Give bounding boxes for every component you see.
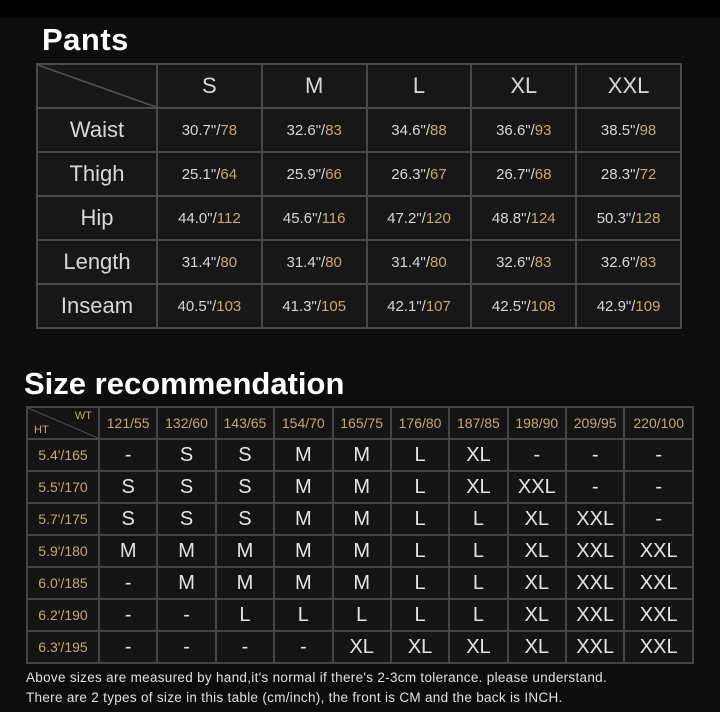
- recommended-size: -: [99, 439, 157, 471]
- weight-header: 176/80: [391, 407, 449, 439]
- value-inch: 31.4": [286, 253, 322, 271]
- recommended-size: L: [216, 599, 274, 631]
- recommended-size: L: [449, 599, 507, 631]
- measure-value: [262, 152, 367, 196]
- recommended-size: -: [274, 631, 332, 663]
- pants-row: [37, 196, 681, 240]
- recommended-size: XL: [508, 535, 566, 567]
- measure-value: [367, 284, 472, 328]
- recommended-size: M: [99, 535, 157, 567]
- size-header: L: [367, 64, 472, 108]
- weight-header-row: [27, 407, 693, 439]
- recommended-size: XXL: [566, 567, 624, 599]
- value-inch: 36.6": [496, 121, 531, 139]
- pants-row: [37, 108, 681, 152]
- recommended-size: XXL: [566, 631, 624, 663]
- value-cm: 98: [639, 121, 657, 139]
- value-cm: 112: [216, 209, 241, 227]
- measure-value: [576, 152, 681, 196]
- recommended-size: -: [624, 471, 693, 503]
- value-cm: 80: [220, 253, 238, 271]
- value-cm: 66: [325, 165, 342, 183]
- recommended-size: L: [391, 599, 449, 631]
- recommended-size: L: [391, 503, 449, 535]
- rec-corner-cell: [27, 407, 99, 439]
- value-separator: /: [635, 165, 640, 183]
- height-label: 5.7'/175: [27, 503, 99, 535]
- recommended-size: L: [449, 503, 507, 535]
- size-header: XL: [471, 64, 576, 108]
- recommended-size: XL: [449, 471, 507, 503]
- value-inch: 50.3": [596, 209, 632, 227]
- recommended-size: XL: [508, 599, 566, 631]
- size-recommendation-title: Size recommendation: [24, 366, 345, 401]
- recommended-size: M: [333, 503, 391, 535]
- weight-header: 220/100: [624, 407, 693, 439]
- value-separator: /: [321, 253, 326, 271]
- value-separator: /: [316, 297, 322, 315]
- pants-row: [37, 240, 681, 284]
- measure-value: [576, 284, 681, 328]
- recommended-size: M: [333, 567, 391, 599]
- value-separator: /: [631, 297, 636, 315]
- value-cm: 103: [216, 297, 242, 315]
- height-row: [27, 503, 693, 535]
- value-inch: 25.1": [181, 165, 217, 183]
- value-inch: 25.9": [286, 165, 322, 183]
- value-inch: 38.5": [600, 121, 636, 139]
- pants-row: [37, 152, 681, 196]
- recommended-size: M: [333, 439, 391, 471]
- value-separator: /: [216, 253, 221, 271]
- height-label: 5.4'/165: [27, 439, 99, 471]
- recommended-size: S: [157, 503, 215, 535]
- value-separator: /: [317, 209, 322, 227]
- height-axis-label: HT: [34, 424, 49, 436]
- value-cm: 88: [430, 121, 447, 139]
- height-label: 6.2'/190: [27, 599, 99, 631]
- recommended-size: M: [274, 503, 332, 535]
- measure-value: [157, 196, 262, 240]
- recommended-size: L: [391, 567, 449, 599]
- recommended-size: XXL: [624, 567, 693, 599]
- height-row: [27, 471, 693, 503]
- recommended-size: XXL: [566, 535, 624, 567]
- value-separator: /: [425, 165, 430, 183]
- value-separator: /: [216, 121, 221, 139]
- notes: [26, 668, 607, 708]
- recommended-size: L: [333, 599, 391, 631]
- recommended-size: M: [274, 471, 332, 503]
- value-inch: 45.6": [282, 209, 318, 227]
- height-label: 5.5'/170: [27, 471, 99, 503]
- recommended-size: S: [157, 471, 215, 503]
- value-separator: /: [526, 209, 531, 227]
- recommended-size: -: [157, 599, 215, 631]
- recommended-size: L: [391, 535, 449, 567]
- height-row: [27, 631, 693, 663]
- recommended-size: XL: [508, 503, 566, 535]
- recommended-size: S: [216, 439, 274, 471]
- value-cm: 105: [321, 297, 347, 315]
- measure-value: [262, 108, 367, 152]
- recommended-size: L: [449, 567, 507, 599]
- height-label: 5.9'/180: [27, 535, 99, 567]
- recommended-size: M: [333, 471, 391, 503]
- measure-value: [576, 108, 681, 152]
- recommended-size: -: [99, 599, 157, 631]
- value-separator: /: [212, 209, 217, 227]
- recommended-size: -: [157, 631, 215, 663]
- measure-value: [471, 196, 576, 240]
- value-cm: 116: [321, 209, 346, 227]
- measure-value: [367, 240, 472, 284]
- top-bar: [0, 0, 720, 18]
- value-inch: 31.4": [391, 253, 426, 271]
- recommended-size: XL: [333, 631, 391, 663]
- measure-value: [471, 108, 576, 152]
- measure-value: [367, 196, 472, 240]
- height-label: 6.3'/195: [27, 631, 99, 663]
- value-cm: 83: [639, 253, 657, 271]
- value-separator: /: [635, 253, 640, 271]
- recommended-size: XXL: [508, 471, 566, 503]
- recommended-size: -: [624, 439, 693, 471]
- recommended-size: M: [157, 535, 215, 567]
- recommended-size: L: [274, 599, 332, 631]
- note-line: Above sizes are measured by hand,it's normal if there's 2-3cm tolerance. please understand.: [26, 670, 607, 685]
- value-inch: 32.6": [286, 121, 322, 139]
- weight-header: 154/70: [274, 407, 332, 439]
- value-separator: /: [526, 297, 531, 315]
- weight-header: 121/55: [99, 407, 157, 439]
- measure-value: [576, 240, 681, 284]
- value-cm: 80: [325, 253, 342, 271]
- recommended-size: L: [391, 439, 449, 471]
- value-cm: 109: [635, 297, 661, 315]
- value-inch: 47.2": [387, 209, 422, 227]
- pants-header-row: [37, 64, 681, 108]
- recommended-size: -: [216, 631, 274, 663]
- size-header: S: [157, 64, 262, 108]
- value-separator: /: [635, 121, 640, 139]
- pants-row: [37, 284, 681, 328]
- value-inch: 40.5": [177, 297, 213, 315]
- value-separator: /: [631, 209, 636, 227]
- weight-header: 165/75: [333, 407, 391, 439]
- recommended-size: S: [99, 503, 157, 535]
- size-recommendation-table: [26, 406, 694, 664]
- weight-header: 209/95: [566, 407, 624, 439]
- recommended-size: XXL: [624, 599, 693, 631]
- recommended-size: M: [216, 567, 274, 599]
- size-header: M: [262, 64, 367, 108]
- measure-value: [471, 152, 576, 196]
- value-separator: /: [530, 253, 535, 271]
- recommended-size: -: [99, 631, 157, 663]
- recommended-size: -: [508, 439, 566, 471]
- measure-value: [262, 240, 367, 284]
- recommended-size: M: [157, 567, 215, 599]
- recommended-size: XL: [508, 631, 566, 663]
- value-cm: 78: [220, 121, 238, 139]
- height-row: [27, 535, 693, 567]
- measure-value: [471, 284, 576, 328]
- value-inch: 26.3": [391, 165, 426, 183]
- recommended-size: XXL: [624, 631, 693, 663]
- recommended-size: M: [274, 567, 332, 599]
- value-cm: 64: [220, 165, 238, 183]
- value-cm: 80: [430, 253, 447, 271]
- weight-header: 143/65: [216, 407, 274, 439]
- recommended-size: XL: [508, 567, 566, 599]
- pants-title: Pants: [42, 22, 129, 57]
- weight-header: 132/60: [157, 407, 215, 439]
- value-cm: 72: [639, 165, 657, 183]
- measure-value: [157, 108, 262, 152]
- pants-size-table: [36, 63, 682, 329]
- value-separator: /: [421, 297, 426, 315]
- value-cm: 108: [530, 297, 556, 315]
- value-inch: 30.7": [181, 121, 217, 139]
- recommended-size: S: [157, 439, 215, 471]
- value-separator: /: [530, 165, 535, 183]
- value-separator: /: [321, 121, 326, 139]
- value-inch: 28.3": [600, 165, 636, 183]
- recommended-size: S: [99, 471, 157, 503]
- height-label: 6.0'/185: [27, 567, 99, 599]
- value-cm: 67: [430, 165, 447, 183]
- value-separator: /: [425, 253, 430, 271]
- weight-header: 187/85: [449, 407, 507, 439]
- measure-value: [262, 196, 367, 240]
- recommended-size: XXL: [624, 535, 693, 567]
- value-cm: 128: [635, 209, 661, 227]
- recommended-size: XXL: [566, 503, 624, 535]
- value-inch: 42.9": [596, 297, 632, 315]
- measure-value: [157, 240, 262, 284]
- weight-axis-label: WT: [74, 410, 92, 422]
- measure-value: [367, 152, 472, 196]
- recommended-size: M: [216, 535, 274, 567]
- value-inch: 32.6": [496, 253, 531, 271]
- measure-label: Length: [37, 240, 157, 284]
- recommended-size: -: [624, 503, 693, 535]
- value-cm: 83: [534, 253, 552, 271]
- recommended-size: L: [449, 535, 507, 567]
- measure-value: [262, 284, 367, 328]
- pants-corner-cell: [37, 64, 157, 108]
- measure-value: [367, 108, 472, 152]
- value-inch: 41.3": [282, 297, 317, 315]
- recommended-size: M: [274, 535, 332, 567]
- recommended-size: XXL: [566, 599, 624, 631]
- value-separator: /: [216, 165, 221, 183]
- value-cm: 120: [425, 209, 451, 227]
- recommended-size: XL: [391, 631, 449, 663]
- recommended-size: M: [274, 439, 332, 471]
- size-header: XXL: [576, 64, 681, 108]
- value-inch: 42.1": [387, 297, 422, 315]
- value-inch: 42.5": [491, 297, 527, 315]
- value-inch: 32.6": [600, 253, 636, 271]
- recommended-size: XL: [449, 439, 507, 471]
- value-cm: 83: [325, 121, 342, 139]
- measure-value: [157, 284, 262, 328]
- value-separator: /: [530, 121, 535, 139]
- height-row: [27, 439, 693, 471]
- value-cm: 93: [534, 121, 552, 139]
- recommended-size: L: [391, 471, 449, 503]
- value-separator: /: [421, 209, 426, 227]
- note-line: There are 2 types of size in this table (cm/inch), the front is CM and the back is INCH.: [26, 690, 563, 705]
- measure-value: [157, 152, 262, 196]
- measure-value: [576, 196, 681, 240]
- value-separator: /: [425, 121, 430, 139]
- measure-value: [471, 240, 576, 284]
- recommended-size: -: [566, 439, 624, 471]
- value-inch: 44.0": [178, 209, 213, 227]
- value-inch: 34.6": [391, 121, 426, 139]
- measure-label: Thigh: [37, 152, 157, 196]
- recommended-size: XL: [449, 631, 507, 663]
- recommended-size: S: [216, 471, 274, 503]
- value-cm: 107: [425, 297, 451, 315]
- height-row: [27, 567, 693, 599]
- value-separator: /: [212, 297, 217, 315]
- measure-label: Waist: [37, 108, 157, 152]
- weight-header: 198/90: [508, 407, 566, 439]
- recommended-size: -: [566, 471, 624, 503]
- value-cm: 124: [530, 209, 556, 227]
- recommended-size: -: [99, 567, 157, 599]
- measure-label: Inseam: [37, 284, 157, 328]
- recommended-size: S: [216, 503, 274, 535]
- value-separator: /: [321, 165, 326, 183]
- recommended-size: M: [333, 535, 391, 567]
- value-inch: 48.8": [491, 209, 527, 227]
- height-row: [27, 599, 693, 631]
- measure-label: Hip: [37, 196, 157, 240]
- value-inch: 26.7": [496, 165, 531, 183]
- value-cm: 68: [534, 165, 552, 183]
- value-inch: 31.4": [181, 253, 217, 271]
